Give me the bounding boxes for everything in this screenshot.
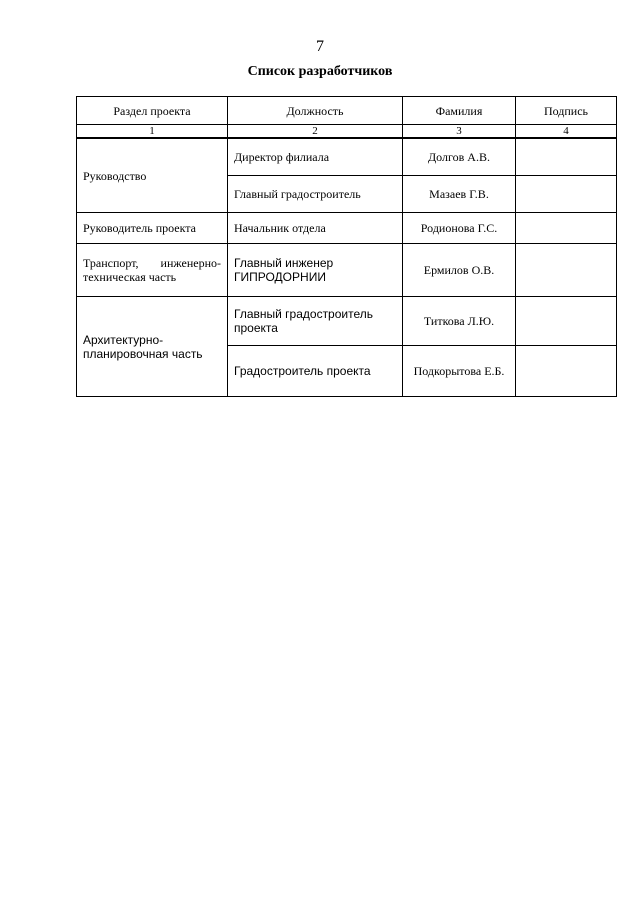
position-cell: Директор филиала (228, 138, 403, 176)
header-surname: Фамилия (403, 97, 516, 125)
surname-cell: Мазаев Г.В. (403, 176, 516, 213)
position-cell: Градостроитель проекта (228, 346, 403, 397)
header-section: Раздел проекта (77, 97, 228, 125)
surname-cell: Ермилов О.В. (403, 244, 516, 297)
page-title: Список разработчиков (247, 64, 393, 79)
table-row (77, 297, 617, 346)
column-number: 1 (77, 125, 228, 139)
header-signature: Подпись (516, 97, 617, 125)
column-number: 2 (228, 125, 403, 139)
section-cell: Архитектурно-планировочная часть (77, 297, 228, 397)
position-cell: Главный инженер ГИПРОДОРНИИ (228, 244, 403, 297)
signature-cell (516, 297, 617, 346)
signature-cell (516, 346, 617, 397)
table-header-row (77, 97, 617, 125)
section-cell: Транспорт, инженерно-техническая часть (77, 244, 228, 297)
surname-cell: Родионова Г.С. (403, 213, 516, 244)
table-row (77, 213, 617, 244)
surname-cell: Титкова Л.Ю. (403, 297, 516, 346)
signature-cell (516, 213, 617, 244)
signature-cell (516, 176, 617, 213)
developers-table (76, 96, 617, 397)
signature-cell (516, 138, 617, 176)
header-position: Должность (228, 97, 403, 125)
surname-cell: Подкорытова Е.Б. (403, 346, 516, 397)
column-number: 4 (516, 125, 617, 139)
table-row (77, 138, 617, 176)
signature-cell (516, 244, 617, 297)
section-cell: Руководитель проекта (77, 213, 228, 244)
position-cell: Начальник отдела (228, 213, 403, 244)
table-row (77, 244, 617, 297)
position-cell: Главный градостроитель (228, 176, 403, 213)
surname-cell: Долгов А.В. (403, 138, 516, 176)
page-number: 7 (316, 38, 324, 55)
position-cell: Главный градостроитель проекта (228, 297, 403, 346)
column-number-row (77, 125, 617, 139)
section-cell: Руководство (77, 138, 228, 213)
column-number: 3 (403, 125, 516, 139)
